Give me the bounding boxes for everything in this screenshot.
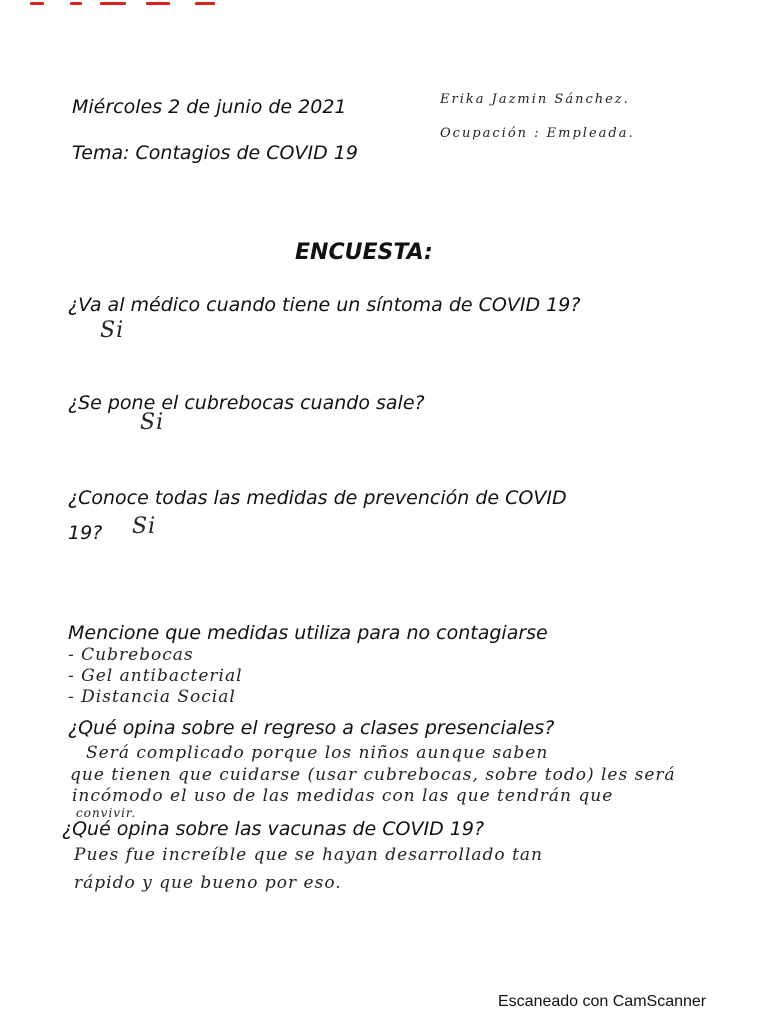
answer-6-line-1: Pues fue increíble que se hayan desarrollado tan [74, 845, 543, 865]
respondent-occupation: Ocupación : Empleada. [440, 126, 635, 141]
camscanner-watermark: Escaneado con CamScanner [498, 993, 707, 1010]
answer-5-line-3: incómodo el uso de las medidas con las que tendrán que [72, 786, 614, 806]
date-line: Miércoles 2 de junio de 2021 [72, 96, 347, 118]
survey-title: ENCUESTA: [295, 240, 433, 265]
question-2: ¿Se pone el cubrebocas cuando sale? [68, 392, 425, 414]
answer-3: Si [132, 514, 157, 539]
question-4: Mencione que medidas utiliza para no contagiarse [68, 622, 548, 644]
measure-item: - Distancia Social [68, 687, 236, 707]
measure-item: - Cubrebocas [68, 645, 194, 665]
scan-edge-marks [30, 0, 230, 6]
question-6: ¿Qué opina sobre las vacunas de COVID 19? [62, 818, 485, 840]
answer-6-line-2: rápido y que bueno por eso. [74, 873, 342, 893]
question-3-line-2: 19? [68, 522, 103, 544]
measure-item: - Gel antibacterial [68, 666, 243, 686]
answer-5-line-4: convivir. [76, 806, 137, 820]
topic-line: Tema: Contagios de COVID 19 [72, 142, 358, 164]
answer-5-line-1: Será complicado porque los niños aunque saben [86, 743, 549, 763]
answer-1: Si [100, 318, 125, 343]
question-1: ¿Va al médico cuando tiene un síntoma de COVID 19? [68, 294, 581, 316]
question-3-line-1: ¿Conoce todas las medidas de prevención de COVID [68, 487, 567, 509]
question-5: ¿Qué opina sobre el regreso a clases presenciales? [68, 717, 555, 739]
respondent-name: Erika Jazmin Sánchez. [440, 92, 630, 107]
answer-2: Si [140, 410, 165, 435]
answer-5-line-2: que tienen que cuidarse (usar cubrebocas, sobre todo) les será [70, 765, 676, 785]
